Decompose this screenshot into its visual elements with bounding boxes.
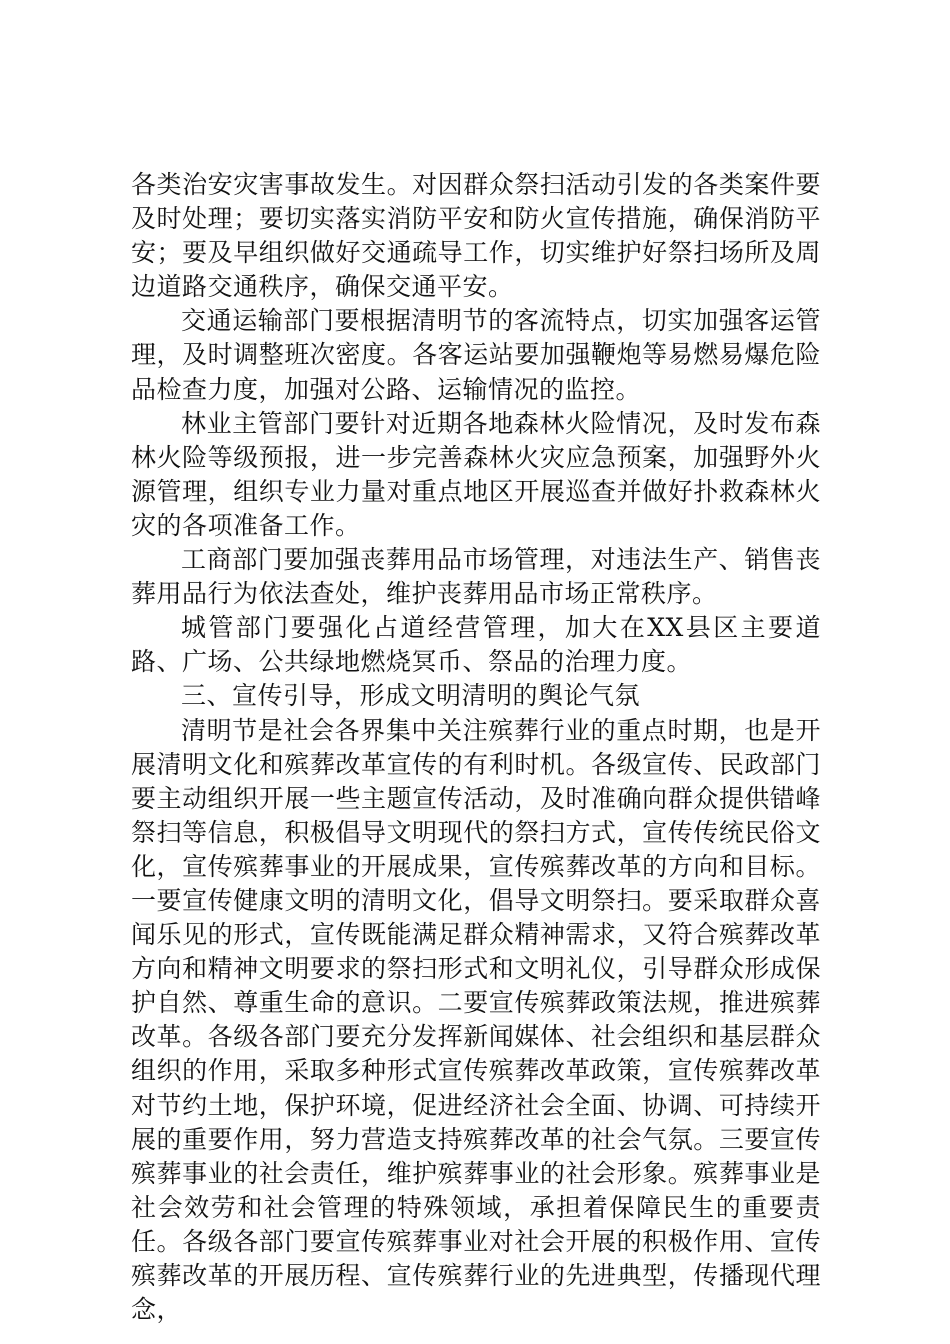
paragraph-commerce: 工商部门要加强丧葬用品市场管理，对违法生产、销售丧葬用品行为依法查处，维护丧葬用品市场正常秩序。 <box>131 545 821 609</box>
paragraph-continuation: 各类治安灾害事故发生。对因群众祭扫活动引发的各类案件要及时处理；要切实落实消防平安和防火宣传措施，确保消防平安；要及早组织做好交通疏导工作，切实维护好祭扫场所及周边道路交通秩序，确保交通平安。 <box>131 170 821 302</box>
paragraph-forestry: 林业主管部门要针对近期各地森林火险情况，及时发布森林火险等级预报，进一步完善森林火灾应急预案，加强野外火源管理，组织专业力量对重点地区开展巡查并做好扑救森林火灾的各项准备工作。 <box>131 408 821 540</box>
paragraph-publicity: 清明节是社会各界集中关注殡葬行业的重点时期，也是开展清明文化和殡葬改革宣传的有利时机。各级宣传、民政部门要主动组织开展一些主题宣传活动，及时准确向群众提供错峰祭扫等信息，积极倡导文明现代的祭扫方式，宣传传统民俗文化，宣传殡葬事业的开展成果，宣传殡葬改革的方向和目标。一要宣传健康文明的清明文化，倡导文明祭扫。要采取群众喜闻乐见的形式，宣传既能满足群众精神需求，又符合殡葬改革方向和精神文明要求的祭扫形式和文明礼仪，引导群众形成保护自然、尊重生命的意识。二要宣传殡葬政策法规，推进殡葬改革。各级各部门要充分发挥新闻媒体、社会组织和基层群众组织的作用，采取多种形式宣传殡葬改革政策，宣传殡葬改革对节约土地，保护环境，促进经济社会全面、协调、可持续开展的重要作用，努力营造支持殡葬改革的社会气氛。三要宣传殡葬事业的社会责任，维护殡葬事业的社会形象。殡葬事业是社会效劳和社会管理的特殊领域，承担着保障民生的重要责任。各级各部门要宣传殡葬事业对社会开展的积极作用、宣传殡葬改革的开展历程、宣传殡葬行业的先进典型，传播现代理念， <box>131 715 821 1325</box>
section-heading-publicity: 三、宣传引导，形成文明清明的舆论气氛 <box>181 681 641 711</box>
document-body <box>131 168 821 1327</box>
paragraph-urban-management: 城管部门要强化占道经营管理，加大在XX县区主要道路、广场、公共绿地燃烧冥币、祭品的治理力度。 <box>131 613 821 677</box>
paragraph-transport: 交通运输部门要根据清明节的客流特点，切实加强客运管理，及时调整班次密度。各客运站要加强鞭炮等易燃易爆危险品检查力度，加强对公路、运输情况的监控。 <box>131 306 821 404</box>
